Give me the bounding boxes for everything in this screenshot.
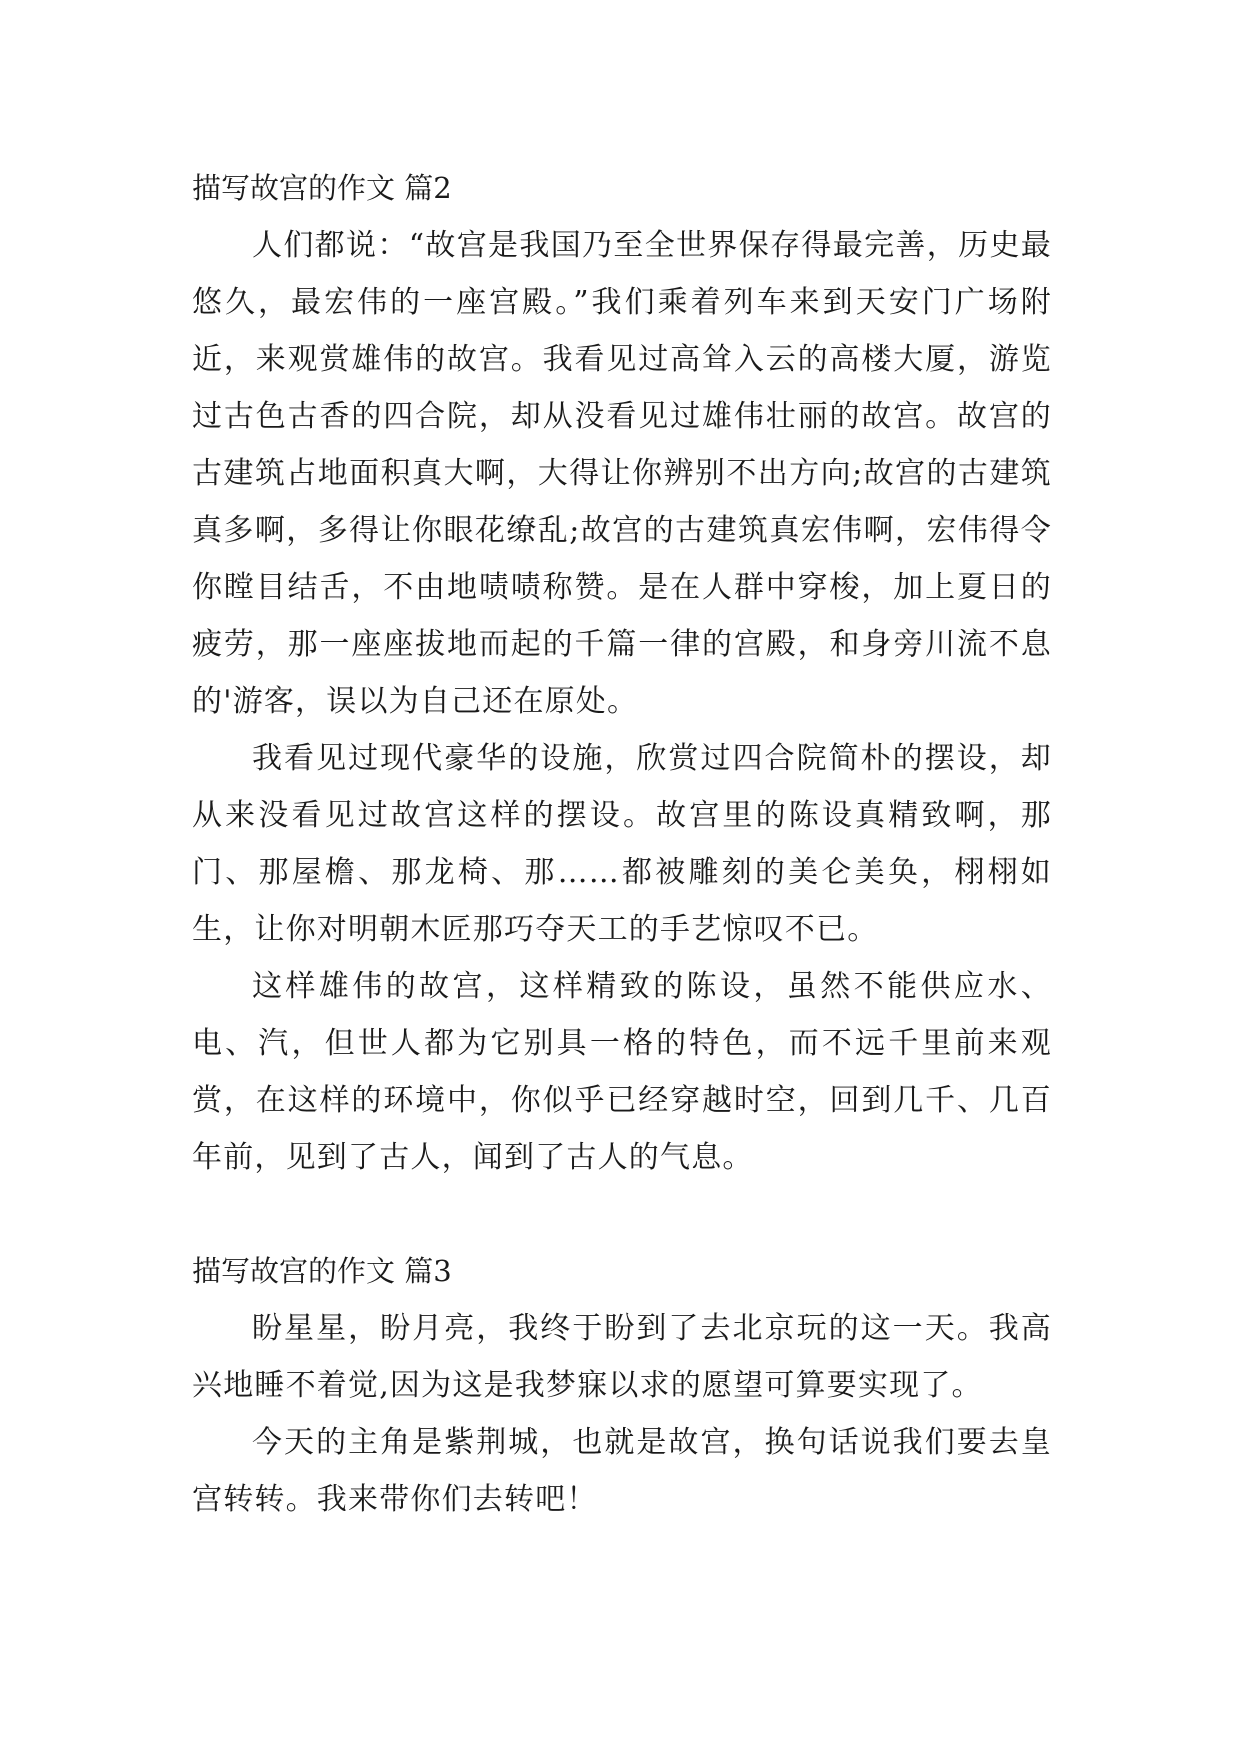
section-essay-3 [192, 1243, 1052, 1528]
paragraph: 盼星星，盼月亮，我终于盼到了去北京玩的这一天。我高兴地睡不着觉,因为这是我梦寐以求的愿望可算要实现了。 [192, 1311, 1052, 1403]
section-title: 描写故宫的作文 篇2 [192, 171, 452, 205]
section-spacer [192, 1186, 1052, 1243]
paragraph: 人们都说：“故宫是我国乃至全世界保存得最完善，历史最悠久，最宏伟的一座宫殿。”我们乘着列车来到天安门广场附近，来观赏雄伟的故宫。我看见过高耸入云的高楼大厦，游览过古色古香的四合院，却从没看见过雄伟壮丽的故宫。故宫的古建筑占地面积真大啊，大得让你辨别不出方向;故宫的古建筑真多啊，多得让你眼花缭乱;故宫的古建筑真宏伟啊，宏伟得令你瞠目结舌，不由地啧啧称赞。是在人群中穿梭，加上夏日的疲劳，那一座座拔地而起的千篇一律的宫殿，和身旁川流不息的'游客，误以为自己还在原处。 [192, 228, 1052, 719]
document-body [192, 160, 1052, 1528]
paragraph: 今天的主角是紫荆城，也就是故宫，换句话说我们要去皇宫转转。我来带你们去转吧！ [192, 1425, 1052, 1517]
paragraph: 我看见过现代豪华的设施，欣赏过四合院简朴的摆设，却从来没看见过故宫这样的摆设。故宫里的陈设真精致啊，那门、那屋檐、那龙椅、那……都被雕刻的美仑美奂，栩栩如生，让你对明朝木匠那巧夺天工的手艺惊叹不已。 [192, 741, 1052, 947]
section-title: 描写故宫的作文 篇3 [192, 1254, 452, 1288]
paragraph: 这样雄伟的故宫，这样精致的陈设，虽然不能供应水、电、汽，但世人都为它别具一格的特色，而不远千里前来观赏，在这样的环境中，你似乎已经穿越时空，回到几千、几百年前，见到了古人，闻到了古人的气息。 [192, 969, 1052, 1175]
section-essay-2 [192, 160, 1052, 1186]
